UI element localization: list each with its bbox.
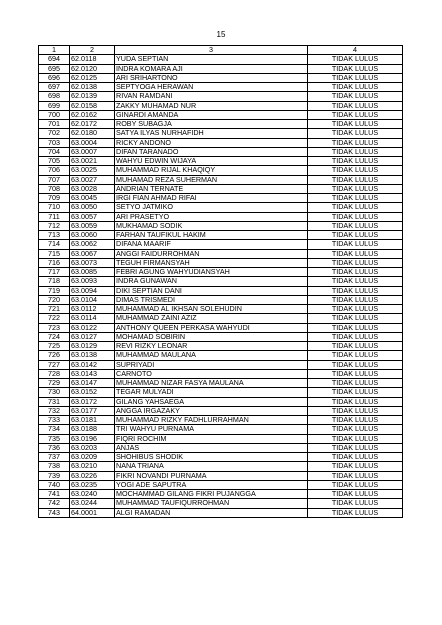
status: TIDAK LULUS — [308, 240, 403, 249]
table-row — [39, 268, 403, 277]
status: TIDAK LULUS — [308, 83, 403, 92]
student-id: 62.0138 — [70, 83, 115, 92]
student-name: SHOHIBUS SHODIK — [115, 453, 308, 462]
table-row — [39, 55, 403, 64]
row-number: 738 — [39, 462, 70, 471]
row-number: 727 — [39, 360, 70, 369]
column-header-status: 4 — [308, 46, 403, 55]
row-number: 720 — [39, 295, 70, 304]
status: TIDAK LULUS — [308, 499, 403, 508]
student-name: ROBY SUBAGJA — [115, 120, 308, 129]
row-number: 737 — [39, 453, 70, 462]
row-number: 734 — [39, 425, 70, 434]
student-id: 62.0118 — [70, 55, 115, 64]
student-id: 63.0203 — [70, 443, 115, 452]
table-row — [39, 212, 403, 221]
student-name: DIKI SEPTIAN DANI — [115, 286, 308, 295]
table-row — [39, 434, 403, 443]
student-name: DIFAN TARANADO — [115, 147, 308, 156]
status: TIDAK LULUS — [308, 138, 403, 147]
table-row — [39, 221, 403, 230]
student-id: 63.0067 — [70, 249, 115, 258]
status: TIDAK LULUS — [308, 101, 403, 110]
table-row — [39, 184, 403, 193]
student-name: GILANG YAHSAEGA — [115, 397, 308, 406]
column-header-number: 1 — [39, 46, 70, 55]
status: TIDAK LULUS — [308, 351, 403, 360]
student-id: 63.0142 — [70, 360, 115, 369]
status: TIDAK LULUS — [308, 369, 403, 378]
student-id: 63.0127 — [70, 332, 115, 341]
student-id: 63.0004 — [70, 138, 115, 147]
table-row — [39, 129, 403, 138]
status: TIDAK LULUS — [308, 231, 403, 240]
status: TIDAK LULUS — [308, 305, 403, 314]
student-name: ANGGI FAIDURROHMAN — [115, 249, 308, 258]
student-name: TEGAR MULYADI — [115, 388, 308, 397]
table-row — [39, 351, 403, 360]
student-name: ARI PRASETYO — [115, 212, 308, 221]
student-name: INDRA GUNAWAN — [115, 277, 308, 286]
status: TIDAK LULUS — [308, 249, 403, 258]
student-id: 63.0188 — [70, 425, 115, 434]
row-number: 697 — [39, 83, 70, 92]
table-row — [39, 508, 403, 517]
row-number: 729 — [39, 379, 70, 388]
student-id: 63.0060 — [70, 231, 115, 240]
status: TIDAK LULUS — [308, 286, 403, 295]
table-body — [39, 55, 403, 518]
table-row — [39, 110, 403, 119]
student-name: INDRA KOMARA AJI — [115, 64, 308, 73]
status: TIDAK LULUS — [308, 397, 403, 406]
student-name: MUHAMAD REZA SUHERMAN — [115, 175, 308, 184]
table-row — [39, 443, 403, 452]
row-number: 695 — [39, 64, 70, 73]
column-header-id: 2 — [70, 46, 115, 55]
table-row — [39, 471, 403, 480]
student-name: MUHAMMAD ZAINI AZIZ — [115, 314, 308, 323]
row-number: 707 — [39, 175, 70, 184]
table-row — [39, 101, 403, 110]
status: TIDAK LULUS — [308, 490, 403, 499]
student-id: 63.0021 — [70, 157, 115, 166]
student-name: DIMAS TRISMEDI — [115, 295, 308, 304]
student-id: 63.0196 — [70, 434, 115, 443]
student-name: ANGGA IRGAZAKY — [115, 406, 308, 415]
column-header-name: 3 — [115, 46, 308, 55]
student-name: GINARDI AMANDA — [115, 110, 308, 119]
row-number: 731 — [39, 397, 70, 406]
status: TIDAK LULUS — [308, 462, 403, 471]
student-id: 63.0240 — [70, 490, 115, 499]
status: TIDAK LULUS — [308, 268, 403, 277]
student-name: DIFANA MAARIF — [115, 240, 308, 249]
table-row — [39, 120, 403, 129]
student-name: IRGI FIAN AHMAD RIFAI — [115, 194, 308, 203]
student-id: 63.0085 — [70, 268, 115, 277]
student-name: REVI RIZKY LEONAR — [115, 342, 308, 351]
student-id: 63.0027 — [70, 175, 115, 184]
status: TIDAK LULUS — [308, 110, 403, 119]
row-number: 726 — [39, 351, 70, 360]
student-id: 64.0001 — [70, 508, 115, 517]
student-id: 63.0093 — [70, 277, 115, 286]
row-number: 708 — [39, 184, 70, 193]
status: TIDAK LULUS — [308, 434, 403, 443]
status: TIDAK LULUS — [308, 379, 403, 388]
student-name: NANA TRIANA — [115, 462, 308, 471]
student-name: ARI SRIHARTONO — [115, 73, 308, 82]
status: TIDAK LULUS — [308, 212, 403, 221]
table-row — [39, 425, 403, 434]
status: TIDAK LULUS — [308, 295, 403, 304]
row-number: 718 — [39, 277, 70, 286]
student-id: 63.0147 — [70, 379, 115, 388]
status: TIDAK LULUS — [308, 64, 403, 73]
student-name: SATYA ILYAS NURHAFIDH — [115, 129, 308, 138]
row-number: 725 — [39, 342, 70, 351]
status: TIDAK LULUS — [308, 480, 403, 489]
student-name: MOCHAMMAD GILANG FIKRI PUJANGGA — [115, 490, 308, 499]
table-row — [39, 379, 403, 388]
row-number: 703 — [39, 138, 70, 147]
student-id: 63.0210 — [70, 462, 115, 471]
table-row — [39, 360, 403, 369]
row-number: 698 — [39, 92, 70, 101]
student-name: TEGUH FIRMANSYAH — [115, 258, 308, 267]
table-row — [39, 406, 403, 415]
status: TIDAK LULUS — [308, 157, 403, 166]
status: TIDAK LULUS — [308, 443, 403, 452]
row-number: 732 — [39, 406, 70, 415]
student-id: 62.0120 — [70, 64, 115, 73]
student-id: 63.0094 — [70, 286, 115, 295]
page-number: 15 — [216, 30, 226, 39]
student-name: FIKRI NOVANDI PURNAMA — [115, 471, 308, 480]
row-number: 702 — [39, 129, 70, 138]
row-number: 706 — [39, 166, 70, 175]
table-row — [39, 323, 403, 332]
table-row — [39, 203, 403, 212]
status: TIDAK LULUS — [308, 388, 403, 397]
table-row — [39, 490, 403, 499]
table-row — [39, 453, 403, 462]
table-row — [39, 240, 403, 249]
student-name: MUHAMMAD RIZKY FADHLURRAHMAN — [115, 416, 308, 425]
row-number: 730 — [39, 388, 70, 397]
student-name: MUKHAMAD SODIK — [115, 221, 308, 230]
row-number: 722 — [39, 314, 70, 323]
student-id: 62.0125 — [70, 73, 115, 82]
student-id: 62.0162 — [70, 110, 115, 119]
student-id: 63.0138 — [70, 351, 115, 360]
row-number: 724 — [39, 332, 70, 341]
table-row — [39, 138, 403, 147]
student-name: CARNOTO — [115, 369, 308, 378]
table-row — [39, 416, 403, 425]
student-id: 63.0057 — [70, 212, 115, 221]
student-id: 63.0073 — [70, 258, 115, 267]
student-name: ANDRIAN TERNATE — [115, 184, 308, 193]
status: TIDAK LULUS — [308, 175, 403, 184]
row-number: 717 — [39, 268, 70, 277]
status: TIDAK LULUS — [308, 221, 403, 230]
student-name: MOHAMAD SOBIRIN — [115, 332, 308, 341]
status: TIDAK LULUS — [308, 55, 403, 64]
student-name: ZAKKY MUHAMAD NUR — [115, 101, 308, 110]
row-number: 711 — [39, 212, 70, 221]
student-id: 63.0104 — [70, 295, 115, 304]
table-row — [39, 258, 403, 267]
student-name: ANJAS — [115, 443, 308, 452]
table-row — [39, 286, 403, 295]
student-name: TRI WAHYU PURNAMA — [115, 425, 308, 434]
table-row — [39, 397, 403, 406]
status: TIDAK LULUS — [308, 277, 403, 286]
row-number: 721 — [39, 305, 70, 314]
student-id: 63.0209 — [70, 453, 115, 462]
status: TIDAK LULUS — [308, 508, 403, 517]
table-row — [39, 332, 403, 341]
table-row — [39, 314, 403, 323]
student-name: FARHAN TAUFIKUL HAKIM — [115, 231, 308, 240]
row-number: 716 — [39, 258, 70, 267]
table-row — [39, 64, 403, 73]
student-id: 63.0062 — [70, 240, 115, 249]
student-name: SETYO JATMIKO — [115, 203, 308, 212]
student-id: 62.0139 — [70, 92, 115, 101]
table-header-row — [39, 46, 403, 55]
row-number: 723 — [39, 323, 70, 332]
table-row — [39, 231, 403, 240]
student-id: 63.0143 — [70, 369, 115, 378]
row-number: 742 — [39, 499, 70, 508]
table-row — [39, 73, 403, 82]
table-row — [39, 157, 403, 166]
student-id: 63.0059 — [70, 221, 115, 230]
student-name: MUHAMMAD TAUFIQURROHMAN — [115, 499, 308, 508]
table-row — [39, 194, 403, 203]
student-id: 62.0172 — [70, 120, 115, 129]
status: TIDAK LULUS — [308, 314, 403, 323]
row-number: 741 — [39, 490, 70, 499]
status: TIDAK LULUS — [308, 166, 403, 175]
table-row — [39, 92, 403, 101]
row-number: 704 — [39, 147, 70, 156]
row-number: 739 — [39, 471, 70, 480]
student-name: ALGI RAMADAN — [115, 508, 308, 517]
row-number: 710 — [39, 203, 70, 212]
table-row — [39, 369, 403, 378]
student-id: 63.0114 — [70, 314, 115, 323]
status: TIDAK LULUS — [308, 184, 403, 193]
row-number: 735 — [39, 434, 70, 443]
row-number: 713 — [39, 231, 70, 240]
table-row — [39, 277, 403, 286]
status: TIDAK LULUS — [308, 332, 403, 341]
student-name: ANTHONY QUEEN PERKASA WAHYUDI — [115, 323, 308, 332]
student-id: 63.0152 — [70, 388, 115, 397]
status: TIDAK LULUS — [308, 92, 403, 101]
student-id: 63.0025 — [70, 166, 115, 175]
student-name: YUDA SEPTIAN — [115, 55, 308, 64]
table-row — [39, 305, 403, 314]
student-id: 63.0177 — [70, 406, 115, 415]
results-table — [38, 45, 403, 518]
status: TIDAK LULUS — [308, 425, 403, 434]
student-name: SEPTYOGA HERAWAN — [115, 83, 308, 92]
row-number: 715 — [39, 249, 70, 258]
row-number: 712 — [39, 221, 70, 230]
table-row — [39, 480, 403, 489]
row-number: 728 — [39, 369, 70, 378]
table-row — [39, 499, 403, 508]
row-number: 736 — [39, 443, 70, 452]
row-number: 705 — [39, 157, 70, 166]
status: TIDAK LULUS — [308, 120, 403, 129]
row-number: 733 — [39, 416, 70, 425]
table-row — [39, 249, 403, 258]
status: TIDAK LULUS — [308, 147, 403, 156]
student-id: 63.0112 — [70, 305, 115, 314]
student-id: 63.0181 — [70, 416, 115, 425]
student-name: FIQRI ROCHIM — [115, 434, 308, 443]
row-number: 743 — [39, 508, 70, 517]
row-number: 719 — [39, 286, 70, 295]
row-number: 696 — [39, 73, 70, 82]
student-id: 63.0007 — [70, 147, 115, 156]
student-id: 63.0226 — [70, 471, 115, 480]
status: TIDAK LULUS — [308, 342, 403, 351]
status: TIDAK LULUS — [308, 471, 403, 480]
student-id: 63.0172 — [70, 397, 115, 406]
row-number: 694 — [39, 55, 70, 64]
student-id: 63.0129 — [70, 342, 115, 351]
status: TIDAK LULUS — [308, 360, 403, 369]
status: TIDAK LULUS — [308, 194, 403, 203]
status: TIDAK LULUS — [308, 416, 403, 425]
status: TIDAK LULUS — [308, 129, 403, 138]
table-row — [39, 388, 403, 397]
student-name: FEBRI AGUNG WAHYUDIANSYAH — [115, 268, 308, 277]
row-number: 700 — [39, 110, 70, 119]
student-id: 63.0244 — [70, 499, 115, 508]
student-name: MUHAMMAD MAULANA — [115, 351, 308, 360]
table-row — [39, 462, 403, 471]
student-id: 63.0050 — [70, 203, 115, 212]
table-row — [39, 175, 403, 184]
status: TIDAK LULUS — [308, 453, 403, 462]
table-row — [39, 166, 403, 175]
row-number: 699 — [39, 101, 70, 110]
status: TIDAK LULUS — [308, 203, 403, 212]
student-id: 63.0045 — [70, 194, 115, 203]
row-number: 709 — [39, 194, 70, 203]
table-row — [39, 295, 403, 304]
student-id: 62.0158 — [70, 101, 115, 110]
row-number: 714 — [39, 240, 70, 249]
student-name: YOGI ADE SAPUTRA — [115, 480, 308, 489]
student-name: SUPRIYADI — [115, 360, 308, 369]
student-id: 63.0122 — [70, 323, 115, 332]
student-id: 62.0180 — [70, 129, 115, 138]
status: TIDAK LULUS — [308, 73, 403, 82]
status: TIDAK LULUS — [308, 323, 403, 332]
student-name: RIVAN RAMDANI — [115, 92, 308, 101]
student-name: MUHAMMAD RIJAL KHAQIQY — [115, 166, 308, 175]
student-name: WAHYU EDWIN WIJAYA — [115, 157, 308, 166]
row-number: 701 — [39, 120, 70, 129]
status: TIDAK LULUS — [308, 258, 403, 267]
student-name: MUHAMMAD NIZAR FASYA MAULANA — [115, 379, 308, 388]
student-name: RICKY ANDONO — [115, 138, 308, 147]
table-row — [39, 83, 403, 92]
student-id: 63.0028 — [70, 184, 115, 193]
student-name: MUHAMMAD AL IKHSAN SOLEHUDIN — [115, 305, 308, 314]
row-number: 740 — [39, 480, 70, 489]
table-row — [39, 147, 403, 156]
table-row — [39, 342, 403, 351]
student-id: 63.0235 — [70, 480, 115, 489]
status: TIDAK LULUS — [308, 406, 403, 415]
